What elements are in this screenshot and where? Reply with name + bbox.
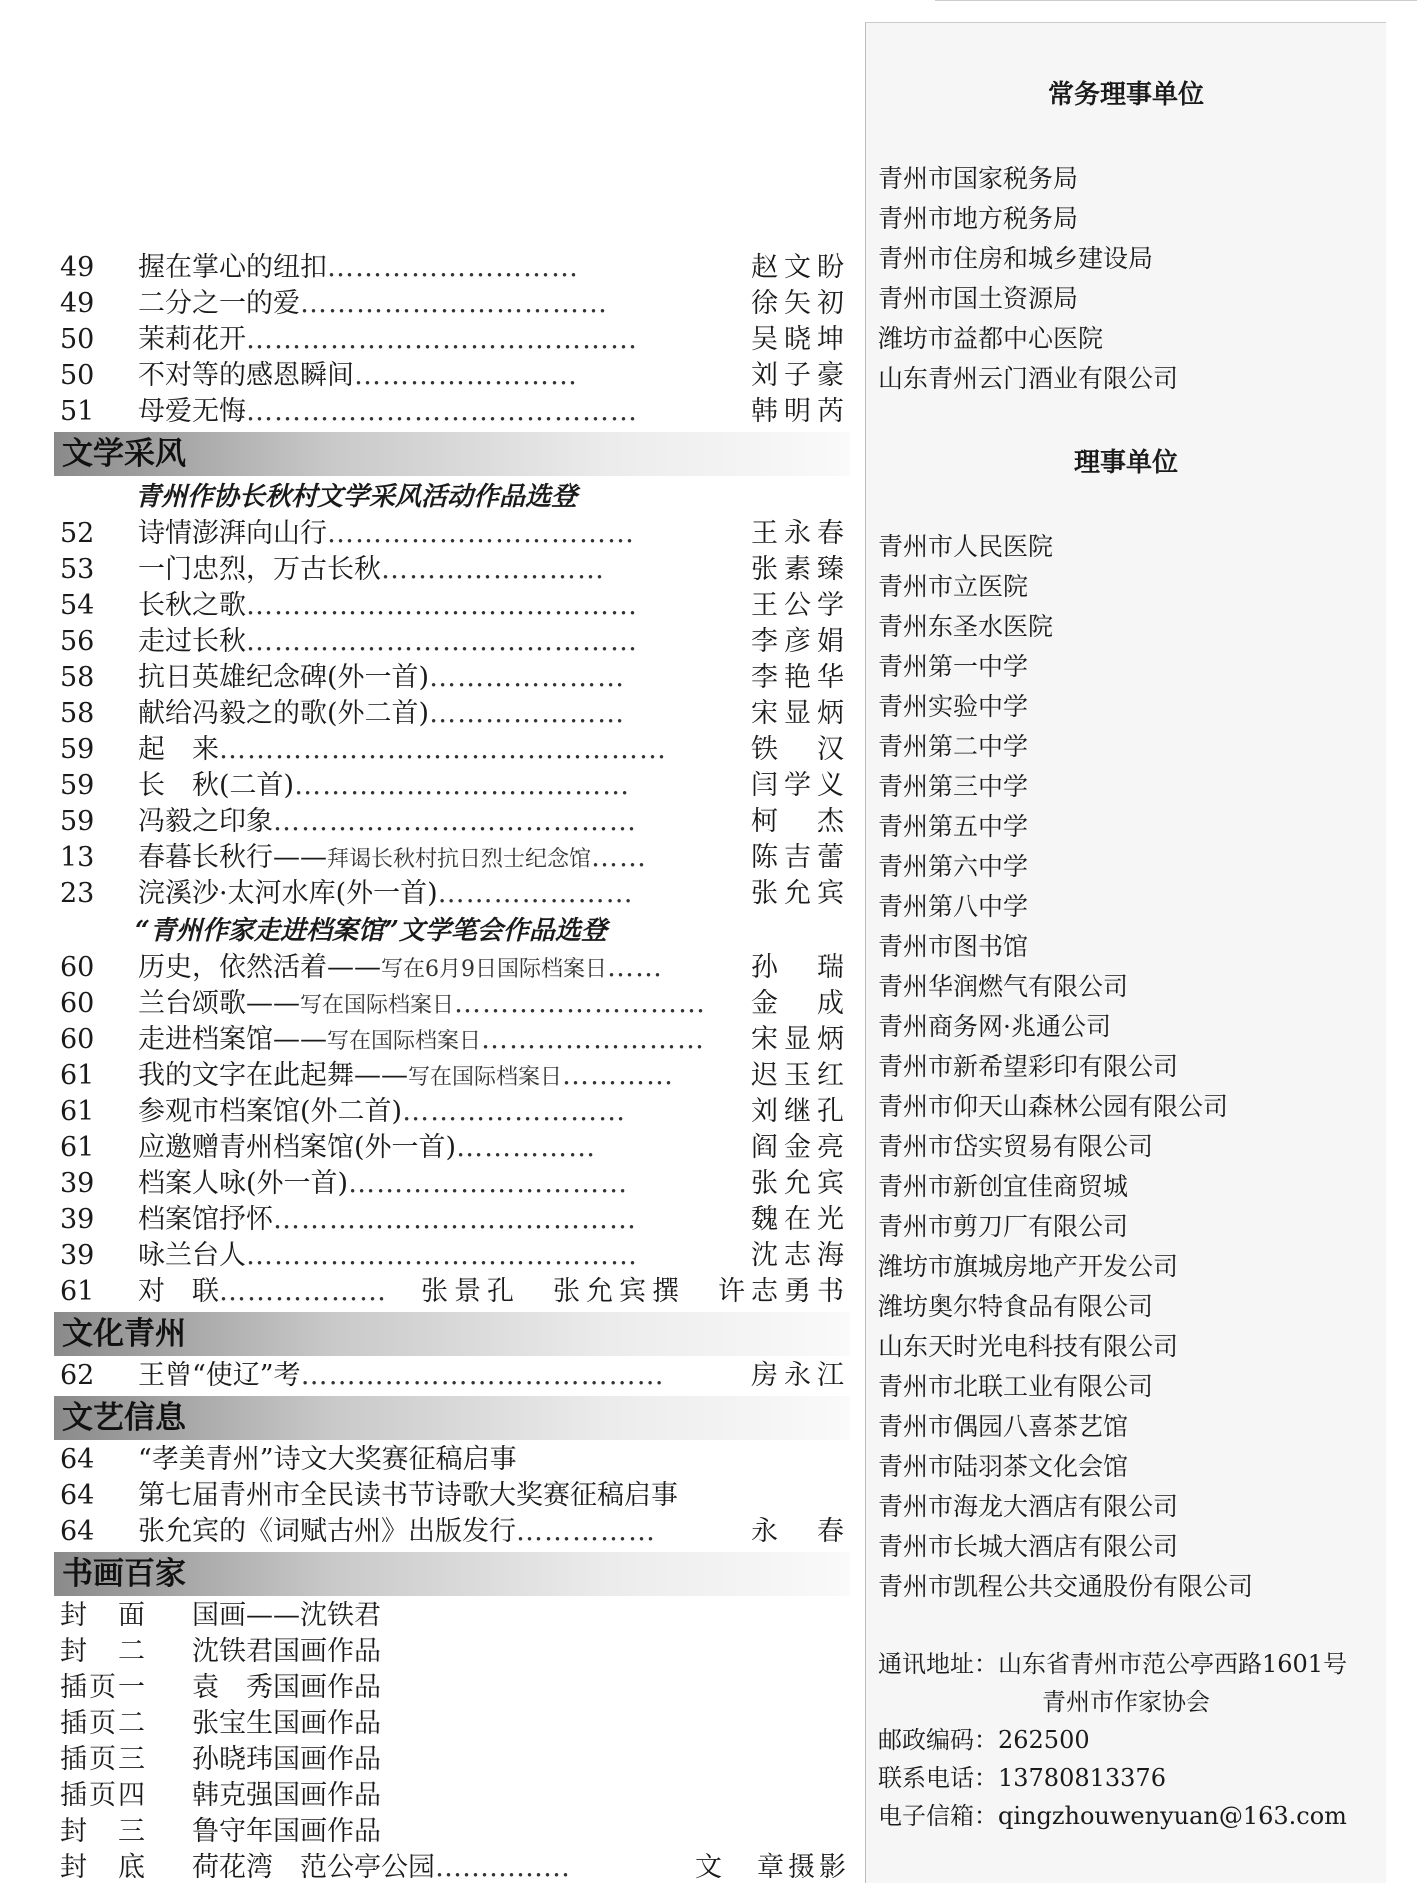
toc-entry <box>60 840 850 876</box>
leader-dots: …… <box>591 842 648 873</box>
leader-dots: ………………………………… <box>300 1360 665 1391</box>
member-org: 青州市新希望彩印有限公司 <box>878 1052 1179 1081</box>
leader-dots: …………………………………… <box>246 590 638 621</box>
page-number: 59 <box>60 734 95 765</box>
member-org: 青州市陆羽茶文化会馆 <box>878 1452 1129 1481</box>
entry-author: 张允宾 <box>751 878 850 909</box>
art-description: 袁 秀国画作品 <box>192 1672 381 1703</box>
standing-org: 山东青州云门酒业有限公司 <box>878 364 1179 393</box>
art-position: 插页四 <box>60 1780 147 1811</box>
member-org: 青州市仰天山森林公园有限公司 <box>878 1092 1229 1121</box>
leader-dots: …………………… <box>402 1096 627 1127</box>
entry-title: 茉莉花开 <box>138 324 246 355</box>
art-description: 荷花湾 范公亭公园 <box>192 1852 435 1883</box>
page-number: 61 <box>60 1096 95 1127</box>
leader-dots: ……………………… <box>327 252 579 283</box>
art-position: 插页一 <box>60 1672 147 1703</box>
leader-dots: …………… <box>456 1132 597 1163</box>
page-number: 60 <box>60 952 95 983</box>
standing-org: 青州市住房和城乡建设局 <box>878 244 1154 273</box>
sponsor-panel <box>865 22 1386 1883</box>
leader-dots: …………………………………… <box>246 324 638 355</box>
toc-entry <box>60 768 850 804</box>
art-description: 鲁守年国画作品 <box>192 1816 381 1847</box>
art-author: 文 章摄影 <box>695 1852 850 1883</box>
entry-title: 一门忠烈，万古长秋 <box>138 554 381 585</box>
member-org: 青州市立医院 <box>878 572 1029 601</box>
leader-dots: …………… <box>516 1516 656 1547</box>
entry-title: 咏兰台人 <box>138 1240 246 1271</box>
toc-entry <box>60 986 850 1022</box>
entry-title: 起 来 <box>138 734 219 765</box>
page-number: 53 <box>60 554 95 585</box>
art-position: 封 二 <box>60 1636 147 1667</box>
toc-entry <box>60 1058 850 1094</box>
member-org: 青州实验中学 <box>878 692 1029 721</box>
page-number: 52 <box>60 518 95 549</box>
entry-title: 握在掌心的纽扣 <box>138 252 327 283</box>
toc-entry <box>60 804 850 840</box>
entry-author: 赵文盼 <box>751 252 850 283</box>
toc-entry <box>60 1202 850 1238</box>
page-number: 62 <box>60 1360 95 1391</box>
entry-author: 李彦娟 <box>751 626 850 657</box>
entry-author: 李艳华 <box>751 662 850 693</box>
art-position: 封 三 <box>60 1816 147 1847</box>
member-org: 青州市海龙大酒店有限公司 <box>878 1492 1179 1521</box>
standing-org: 青州市地方税务局 <box>878 204 1079 233</box>
entry-title: 参观市档案馆(外二首) <box>138 1096 403 1127</box>
page-number: 64 <box>60 1444 95 1475</box>
member-org: 潍坊奥尔特食品有限公司 <box>878 1292 1154 1321</box>
page-number: 49 <box>60 252 95 283</box>
toc-entry <box>60 1358 850 1394</box>
standing-org: 青州市国土资源局 <box>878 284 1079 313</box>
art-position: 封 面 <box>60 1600 147 1631</box>
entry-title: 诗情澎湃向山行 <box>138 518 327 549</box>
section-header-wenxue: 文学采风 <box>54 432 850 476</box>
art-entry <box>60 1706 850 1742</box>
entry-subtitle: 写在国际档案日 <box>408 1065 563 1090</box>
entry-title: 第七届青州市全民读书节诗歌大奖赛征稿启事 <box>138 1480 678 1511</box>
art-position: 封 底 <box>60 1852 147 1883</box>
page-number: 64 <box>60 1480 95 1511</box>
toc-entry <box>60 660 850 696</box>
members-title: 理事单位 <box>1073 448 1178 478</box>
art-description: 沈铁君国画作品 <box>192 1636 381 1667</box>
entry-title: 抗日英雄纪念碑(外一首) <box>138 662 430 693</box>
entry-author: 张素臻 <box>751 554 850 585</box>
leader-dots: …………………………………… <box>246 1240 638 1271</box>
leader-dots: …………… <box>435 1852 570 1883</box>
postcode: 邮政编码：262500 <box>878 1726 1090 1754</box>
toc-entry <box>60 1238 850 1274</box>
toc-entry <box>60 624 850 660</box>
leader-dots: …… <box>607 952 663 983</box>
entry-title: 长秋之歌 <box>138 590 246 621</box>
leader-dots: ………………… <box>429 698 626 729</box>
page-number: 64 <box>60 1516 95 1547</box>
entry-title: 浣溪沙·太河水库(外一首) <box>138 878 438 909</box>
toc-entry <box>60 322 850 358</box>
toc-column <box>60 250 850 1886</box>
entry-title: 历史，依然活着—— <box>138 952 381 983</box>
entry-title: 档案馆抒怀 <box>138 1204 273 1235</box>
leader-dots: …………………… <box>381 554 605 585</box>
entry-title: 春暮长秋行—— <box>138 842 327 873</box>
member-org: 青州商务网·兆通公司 <box>878 1012 1111 1041</box>
entry-title: 长 秋(二首) <box>138 770 295 801</box>
leader-dots: …………………………………… <box>246 396 638 427</box>
leader-dots: …………………………… <box>327 518 635 549</box>
member-org: 青州市凯程公共交通股份有限公司 <box>878 1572 1254 1601</box>
member-org: 青州第一中学 <box>878 652 1029 681</box>
entry-author: 铁 汉 <box>751 734 850 765</box>
art-entry <box>60 1778 850 1814</box>
org-name: 青州市作家协会 <box>1042 1688 1210 1716</box>
member-org: 青州市长城大酒店有限公司 <box>878 1532 1179 1561</box>
leader-dots: ………… <box>562 1060 675 1091</box>
entry-title: 走过长秋 <box>138 626 246 657</box>
art-position: 插页二 <box>60 1708 147 1739</box>
toc-entry <box>60 876 850 912</box>
leader-dots: …………………………… <box>300 288 608 319</box>
entry-title: 档案人咏(外一首) <box>138 1168 349 1199</box>
entry-author: 徐矢初 <box>751 288 850 319</box>
member-org: 青州第二中学 <box>878 732 1029 761</box>
entry-title: 张允宾的《词赋古州》出版发行 <box>138 1516 516 1547</box>
section-header-wenhua: 文化青州 <box>54 1312 850 1356</box>
standing-org: 青州市国家税务局 <box>878 164 1079 193</box>
subhead-dangan: “青州作家走进档案馆”文学笔会作品选登 <box>135 916 607 946</box>
page-number: 61 <box>60 1276 95 1307</box>
entry-title: 不对等的感恩瞬间 <box>138 360 354 391</box>
section-header-shuhua: 书画百家 <box>54 1552 850 1596</box>
leader-dots: ………………………………… <box>273 1204 637 1235</box>
entry-author: 张允宾 <box>751 1168 850 1199</box>
phone: 联系电话：13780813376 <box>878 1764 1166 1792</box>
member-org: 青州第三中学 <box>878 772 1029 801</box>
entry-subtitle: 写在国际档案日 <box>300 993 455 1018</box>
member-org: 青州市图书馆 <box>878 932 1029 961</box>
toc-entry <box>60 1274 850 1310</box>
page-number: 50 <box>60 324 95 355</box>
page-number: 58 <box>60 698 95 729</box>
entry-author: 沈志海 <box>751 1240 850 1271</box>
entry-title: 我的文字在此起舞—— <box>138 1060 408 1091</box>
entry-author: 吴晓坤 <box>751 324 850 355</box>
standing-title: 常务理事单位 <box>1047 80 1204 110</box>
entry-author: 迟玉红 <box>751 1060 850 1091</box>
member-org: 青州第五中学 <box>878 812 1029 841</box>
entry-title: 母爱无悔 <box>138 396 246 427</box>
entry-author: 王永春 <box>751 518 850 549</box>
member-org: 青州市偶园八喜茶艺馆 <box>878 1412 1129 1441</box>
member-org: 青州市新创宜佳商贸城 <box>878 1172 1129 1201</box>
toc-entry <box>60 1130 850 1166</box>
entry-author: 张景孔 张允宾撰 许志勇书 <box>421 1276 850 1307</box>
page-number: 60 <box>60 988 95 1019</box>
entry-title: “孝美青州”诗文大奖赛征稿启事 <box>138 1444 517 1475</box>
entry-title: 王曾“使辽”考 <box>138 1360 301 1391</box>
leader-dots: ……………………………… <box>294 770 631 801</box>
entry-subtitle: 拜谒长秋村抗日烈士纪念馆 <box>327 847 592 872</box>
entry-title: 二分之一的爱 <box>138 288 300 319</box>
toc-entry <box>60 552 850 588</box>
toc-entry <box>60 1094 850 1130</box>
members-list <box>866 527 1386 1607</box>
standing-org: 潍坊市益都中心医院 <box>878 324 1104 353</box>
toc-entry <box>60 286 850 322</box>
art-description: 国画——沈铁君 <box>192 1600 381 1631</box>
page-number: 23 <box>60 878 95 909</box>
entry-author: 陈吉蕾 <box>751 842 850 873</box>
page-number: 54 <box>60 590 95 621</box>
page-number: 39 <box>60 1240 95 1271</box>
art-entry <box>60 1850 850 1886</box>
entry-author: 金 成 <box>751 988 850 1019</box>
entry-title: 走进档案馆—— <box>138 1024 327 1055</box>
member-org: 青州市人民医院 <box>878 532 1054 561</box>
entry-title: 对 联 <box>138 1276 219 1307</box>
toc-entry <box>60 588 850 624</box>
art-entry <box>60 1634 850 1670</box>
member-org: 青州第六中学 <box>878 852 1029 881</box>
entry-author: 刘子豪 <box>751 360 850 391</box>
art-entry <box>60 1814 850 1850</box>
art-description: 孙晓玮国画作品 <box>192 1744 381 1775</box>
art-description: 张宝生国画作品 <box>192 1708 381 1739</box>
page-number: 61 <box>60 1132 95 1163</box>
toc-entry <box>60 394 850 430</box>
entry-author: 魏在光 <box>751 1204 850 1235</box>
page-number: 59 <box>60 770 95 801</box>
member-org: 山东天时光电科技有限公司 <box>878 1332 1179 1361</box>
entry-author: 刘继孔 <box>751 1096 850 1127</box>
toc-entry <box>60 250 850 286</box>
toc-entry <box>60 1514 850 1550</box>
leader-dots: ……………………… <box>454 988 707 1019</box>
entry-author: 王公学 <box>751 590 850 621</box>
top-rule <box>935 0 1417 5</box>
member-org: 青州华润燃气有限公司 <box>878 972 1129 1001</box>
subhead-caifeng: 青州作协长秋村文学采风活动作品选登 <box>135 482 578 512</box>
toc-entry <box>60 358 850 394</box>
member-org: 潍坊市旗城房地产开发公司 <box>878 1252 1179 1281</box>
page-number: 60 <box>60 1024 95 1055</box>
page-number: 61 <box>60 1060 95 1091</box>
entry-author: 宋显炳 <box>751 1024 850 1055</box>
member-org: 青州第八中学 <box>878 892 1029 921</box>
entry-title: 兰台颂歌—— <box>138 988 300 1019</box>
toc-entry <box>60 1442 850 1478</box>
standing-list <box>866 159 1386 399</box>
entry-author: 闫学义 <box>751 770 850 801</box>
page-number: 49 <box>60 288 95 319</box>
toc-entry <box>60 1166 850 1202</box>
page-number: 50 <box>60 360 95 391</box>
toc-entry <box>60 516 850 552</box>
page-number: 51 <box>60 396 95 427</box>
entry-author: 宋显炳 <box>751 698 850 729</box>
toc-entry <box>60 950 850 986</box>
page-number: 58 <box>60 662 95 693</box>
entry-author: 永 春 <box>751 1516 850 1547</box>
leader-dots: ………………… <box>429 662 626 693</box>
member-org: 青州东圣水医院 <box>878 612 1054 641</box>
toc-entry <box>60 1478 850 1514</box>
member-org: 青州市岱实贸易有限公司 <box>878 1132 1154 1161</box>
entry-author: 房永江 <box>751 1360 850 1391</box>
member-org: 青州市剪刀厂有限公司 <box>878 1212 1129 1241</box>
page-number: 56 <box>60 626 95 657</box>
entry-author: 孙 瑞 <box>751 952 850 983</box>
art-entry <box>60 1598 850 1634</box>
leader-dots: …………………… <box>354 360 578 391</box>
leader-dots: ………………………… <box>348 1168 629 1199</box>
leader-dots: ……………… <box>219 1276 387 1307</box>
art-entry <box>60 1670 850 1706</box>
art-entry <box>60 1742 850 1778</box>
entry-author: 柯 杰 <box>751 806 850 837</box>
section-header-wenyi: 文艺信息 <box>54 1396 850 1440</box>
entry-author: 阎金亮 <box>751 1132 850 1163</box>
email <box>866 1797 1386 1835</box>
entry-title: 冯毅之印象 <box>138 806 273 837</box>
page-number: 39 <box>60 1204 95 1235</box>
leader-dots: …………………… <box>481 1024 706 1055</box>
member-org: 青州市北联工业有限公司 <box>878 1372 1154 1401</box>
address: 通讯地址：山东省青州市范公亭西路1601号 <box>878 1650 1348 1678</box>
email-text[interactable]: 电子信箱：qingzhouwenyuan@163.com <box>878 1802 1347 1830</box>
leader-dots: …………………………………… <box>246 626 638 657</box>
art-position: 插页三 <box>60 1744 147 1775</box>
toc-entry <box>60 1022 850 1058</box>
page-number: 39 <box>60 1168 95 1199</box>
leader-dots: ………………………………… <box>273 806 637 837</box>
leader-dots: ………………… <box>437 878 634 909</box>
entry-author: 韩明芮 <box>751 396 850 427</box>
entry-title: 应邀赠青州档案馆(外一首) <box>138 1132 457 1163</box>
art-description: 韩克强国画作品 <box>192 1780 381 1811</box>
entry-subtitle: 写在国际档案日 <box>327 1029 482 1054</box>
entry-subtitle: 写在6月9日国际档案日 <box>381 957 607 982</box>
contact-block <box>866 1645 1386 1835</box>
leader-dots: ………………………………………… <box>219 734 667 765</box>
toc-entry <box>60 696 850 732</box>
entry-title: 献给冯毅之的歌(外二首) <box>138 698 430 729</box>
page-number: 13 <box>60 842 95 873</box>
toc-entry <box>60 732 850 768</box>
page-number: 59 <box>60 806 95 837</box>
